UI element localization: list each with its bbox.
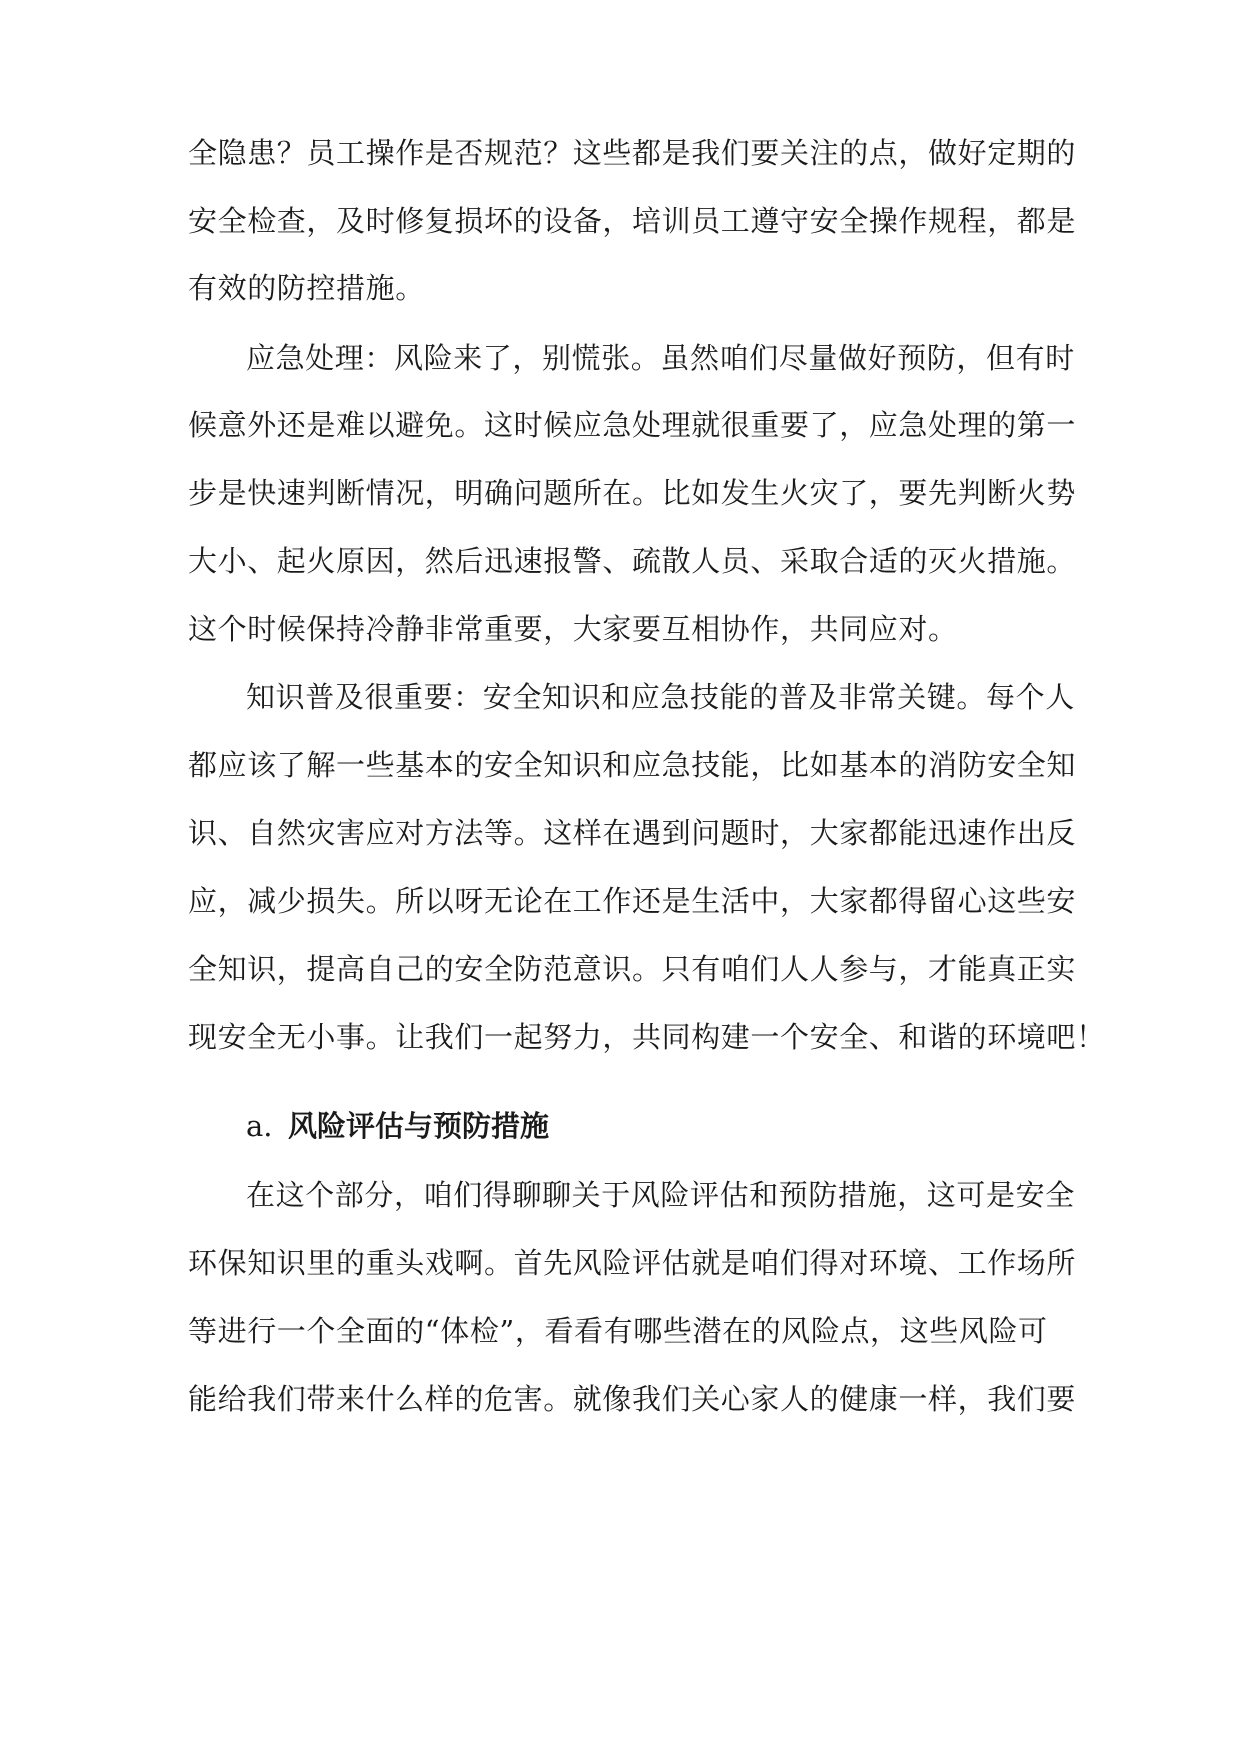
paragraph-3-line-4: 应，减少损失。所以呀无论在工作还是生活中，大家都得留心这些安 xyxy=(188,884,1077,918)
paragraph-2-line-2: 候意外还是难以避免。这时候应急处理就很重要了，应急处理的第一 xyxy=(188,408,1077,442)
paragraph-2-line-3: 步是快速判断情况，明确问题所在。比如发生火灾了，要先判断火势 xyxy=(188,476,1077,510)
paragraph-3-line-5: 全知识，提高自己的安全防范意识。只有咱们人人参与，才能真正实 xyxy=(188,952,1077,986)
paragraph-3-line-1: 知识普及很重要：安全知识和应急技能的普及非常关键。每个人 xyxy=(246,680,1075,714)
section-heading-title: 风险评估与预防措施 xyxy=(288,1109,550,1143)
paragraph-3-line-3: 识、自然灾害应对方法等。这样在遇到问题时，大家都能迅速作出反 xyxy=(188,816,1077,850)
paragraph-3-line-6: 现安全无小事。让我们一起努力，共同构建一个安全、和谐的环境吧！ xyxy=(188,1020,1106,1054)
paragraph-4-line-1: 在这个部分，咱们得聊聊关于风险评估和预防措施，这可是安全 xyxy=(246,1178,1075,1212)
paragraph-2-line-4: 大小、起火原因，然后迅速报警、疏散人员、采取合适的灭火措施。 xyxy=(188,544,1077,578)
paragraph-1-line-3: 有效的防控措施。 xyxy=(188,271,425,305)
paragraph-4-line-2: 环保知识里的重头戏啊。首先风险评估就是咱们得对环境、工作场所 xyxy=(188,1246,1077,1280)
section-heading-marker: a. xyxy=(246,1109,273,1143)
paragraph-1-line-1: 全隐患？员工操作是否规范？这些都是我们要关注的点，做好定期的 xyxy=(188,136,1077,170)
paragraph-2-line-1: 应急处理：风险来了，别慌张。虽然咱们尽量做好预防，但有时 xyxy=(246,341,1075,375)
paragraph-4-line-4: 能给我们带来什么样的危害。就像我们关心家人的健康一样，我们要 xyxy=(188,1382,1077,1416)
section-heading xyxy=(246,1106,549,1146)
paragraph-2-line-5: 这个时候保持冷静非常重要，大家要互相协作，共同应对。 xyxy=(188,612,958,646)
paragraph-4-line-3: 等进行一个全面的“体检”，看看有哪些潜在的风险点，这些风险可 xyxy=(188,1314,1048,1348)
paragraph-3-line-2: 都应该了解一些基本的安全知识和应急技能，比如基本的消防安全知 xyxy=(188,748,1077,782)
paragraph-1-line-2: 安全检查，及时修复损坏的设备，培训员工遵守安全操作规程，都是 xyxy=(188,204,1077,238)
